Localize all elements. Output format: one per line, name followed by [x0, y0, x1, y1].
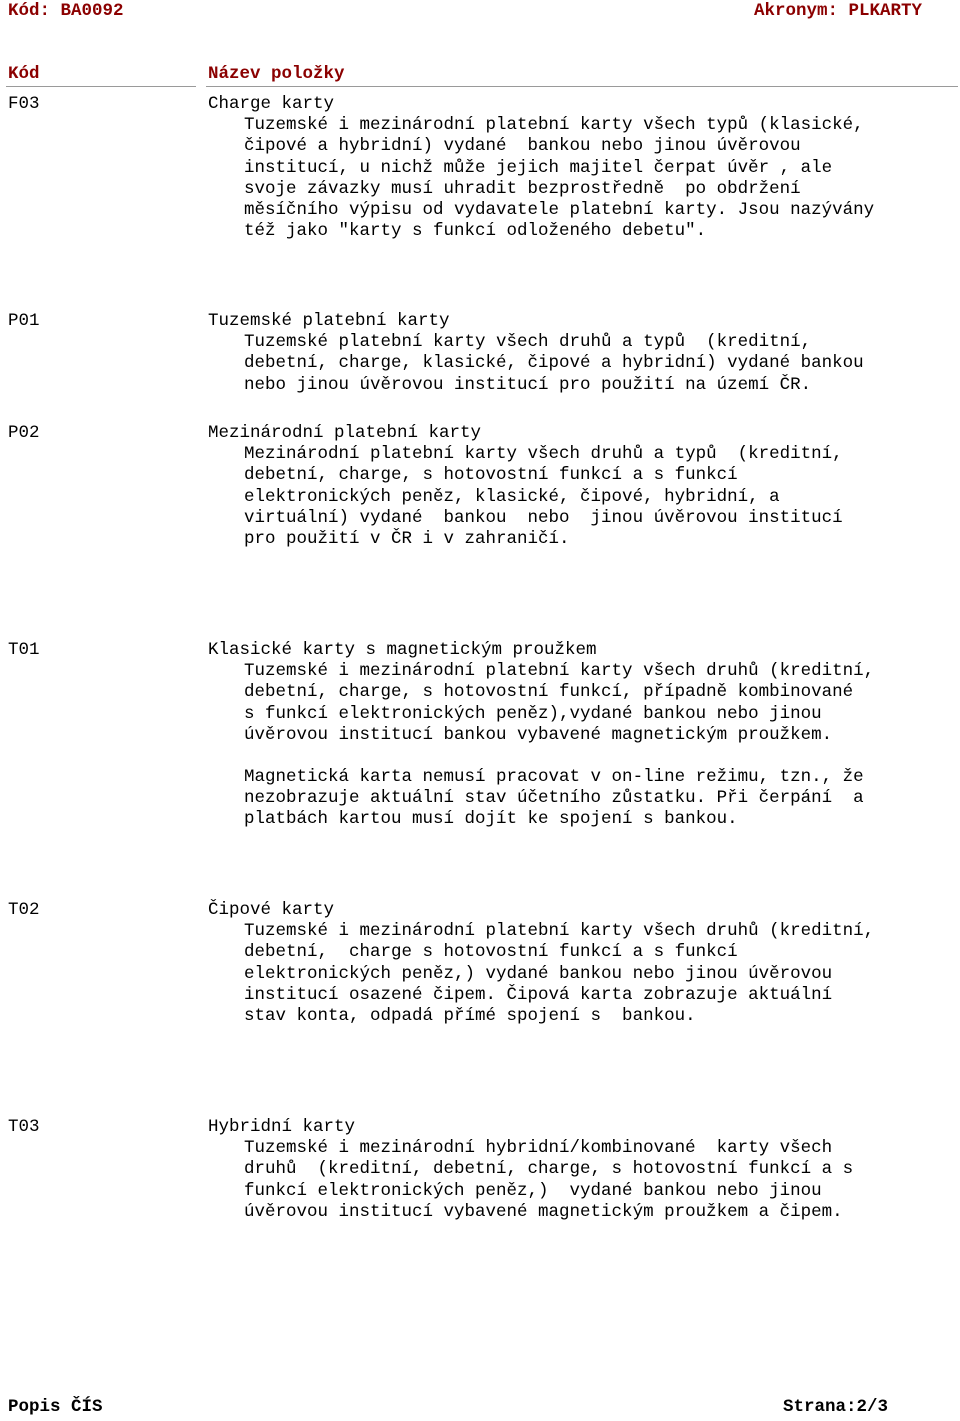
- entry-title: Charge karty: [208, 94, 335, 114]
- entry-code: T03: [8, 1117, 40, 1137]
- entry-title: Hybridní karty: [208, 1117, 356, 1137]
- entry-description: Tuzemské i mezinárodní platební karty všech druhů (kreditní, debetní, charge, s hotovostní funkcí, případně kombinované s funkcí elektronických peněz),vydané bankou nebo jinou úvěrovou institucí bankou vybavené magnetickým proužkem.: [244, 661, 875, 745]
- entry-title: Tuzemské platební karty: [208, 311, 450, 331]
- page-footer: [0, 1397, 960, 1421]
- document-acronym: Akronym: PLKARTY: [753, 1, 922, 21]
- entry-description: Tuzemské platební karty všech druhů a typů (kreditní, debetní, charge, klasické, čipové a hybridní) vydané bankou nebo jinou úvěrovou institucí pro použití na území ČR.: [244, 332, 864, 395]
- entry-code: P02: [8, 423, 40, 443]
- column-header-row: [0, 64, 960, 88]
- column-divider-code: [6, 86, 196, 87]
- column-header-code: Kód: [8, 64, 40, 84]
- entry-description-note: Magnetická karta nemusí pracovat v on-line režimu, tzn., že nezobrazuje aktuální stav účetního zůstatku. Při čerpání a platbách kartou musí dojít ke spojení s bankou.: [244, 767, 864, 830]
- footer-title: Popis ČÍS: [8, 1397, 103, 1417]
- entry-code: P01: [8, 311, 40, 331]
- entry-title: Mezinárodní platební karty: [208, 423, 482, 443]
- entry-code: T01: [8, 640, 40, 660]
- entry-title: Klasické karty s magnetickým proužkem: [208, 640, 597, 660]
- page-header: [0, 0, 960, 24]
- entry-description: Tuzemské i mezinárodní platební karty všech typů (klasické, čipové a hybridní) vydané bankou nebo jinou úvěrovou institucí, u nichž může jejich majitel čerpat úvěr , ale svoje závazky musí uhradit bezprostředně po obdržení měsíčního výpisu od vydavatele platební karty. Jsou nazývány též jako "karty s funkcí odloženého debetu".: [244, 115, 875, 242]
- entry-description: Tuzemské i mezinárodní platební karty všech druhů (kreditní, debetní, charge s hotovostní funkcí a s funkcí elektronických peněz,) vydané bankou nebo jinou úvěrovou institucí osazené čipem. Čipová karta zobrazuje aktuální stav konta, odpadá přímé spojení s bankou.: [244, 921, 875, 1026]
- entry-code: F03: [8, 94, 40, 114]
- entry-description: Tuzemské i mezinárodní hybridní/kombinované karty všech druhů (kreditní, debetní, charge, s hotovostní funkcí a s funkcí elektronických peněz,) vydané bankou nebo jinou úvěrovou institucí vybavené magnetickým proužkem a čipem.: [244, 1138, 854, 1222]
- document-code: Kód: BA0092: [8, 1, 124, 21]
- column-divider-name: [206, 86, 958, 87]
- entry-description: Mezinárodní platební karty všech druhů a typů (kreditní, debetní, charge, s hotovostní funkcí a s funkcí elektronických peněz, klasické, čipové, hybridní, a virtuální) vydané bankou nebo jinou úvěrovou institucí pro použití v ČR i v zahraničí.: [244, 444, 843, 549]
- column-header-name: Název položky: [208, 64, 345, 84]
- entry-title: Čipové karty: [208, 900, 335, 920]
- page-number: Strana:2/3: [782, 1397, 888, 1417]
- entry-code: T02: [8, 900, 40, 920]
